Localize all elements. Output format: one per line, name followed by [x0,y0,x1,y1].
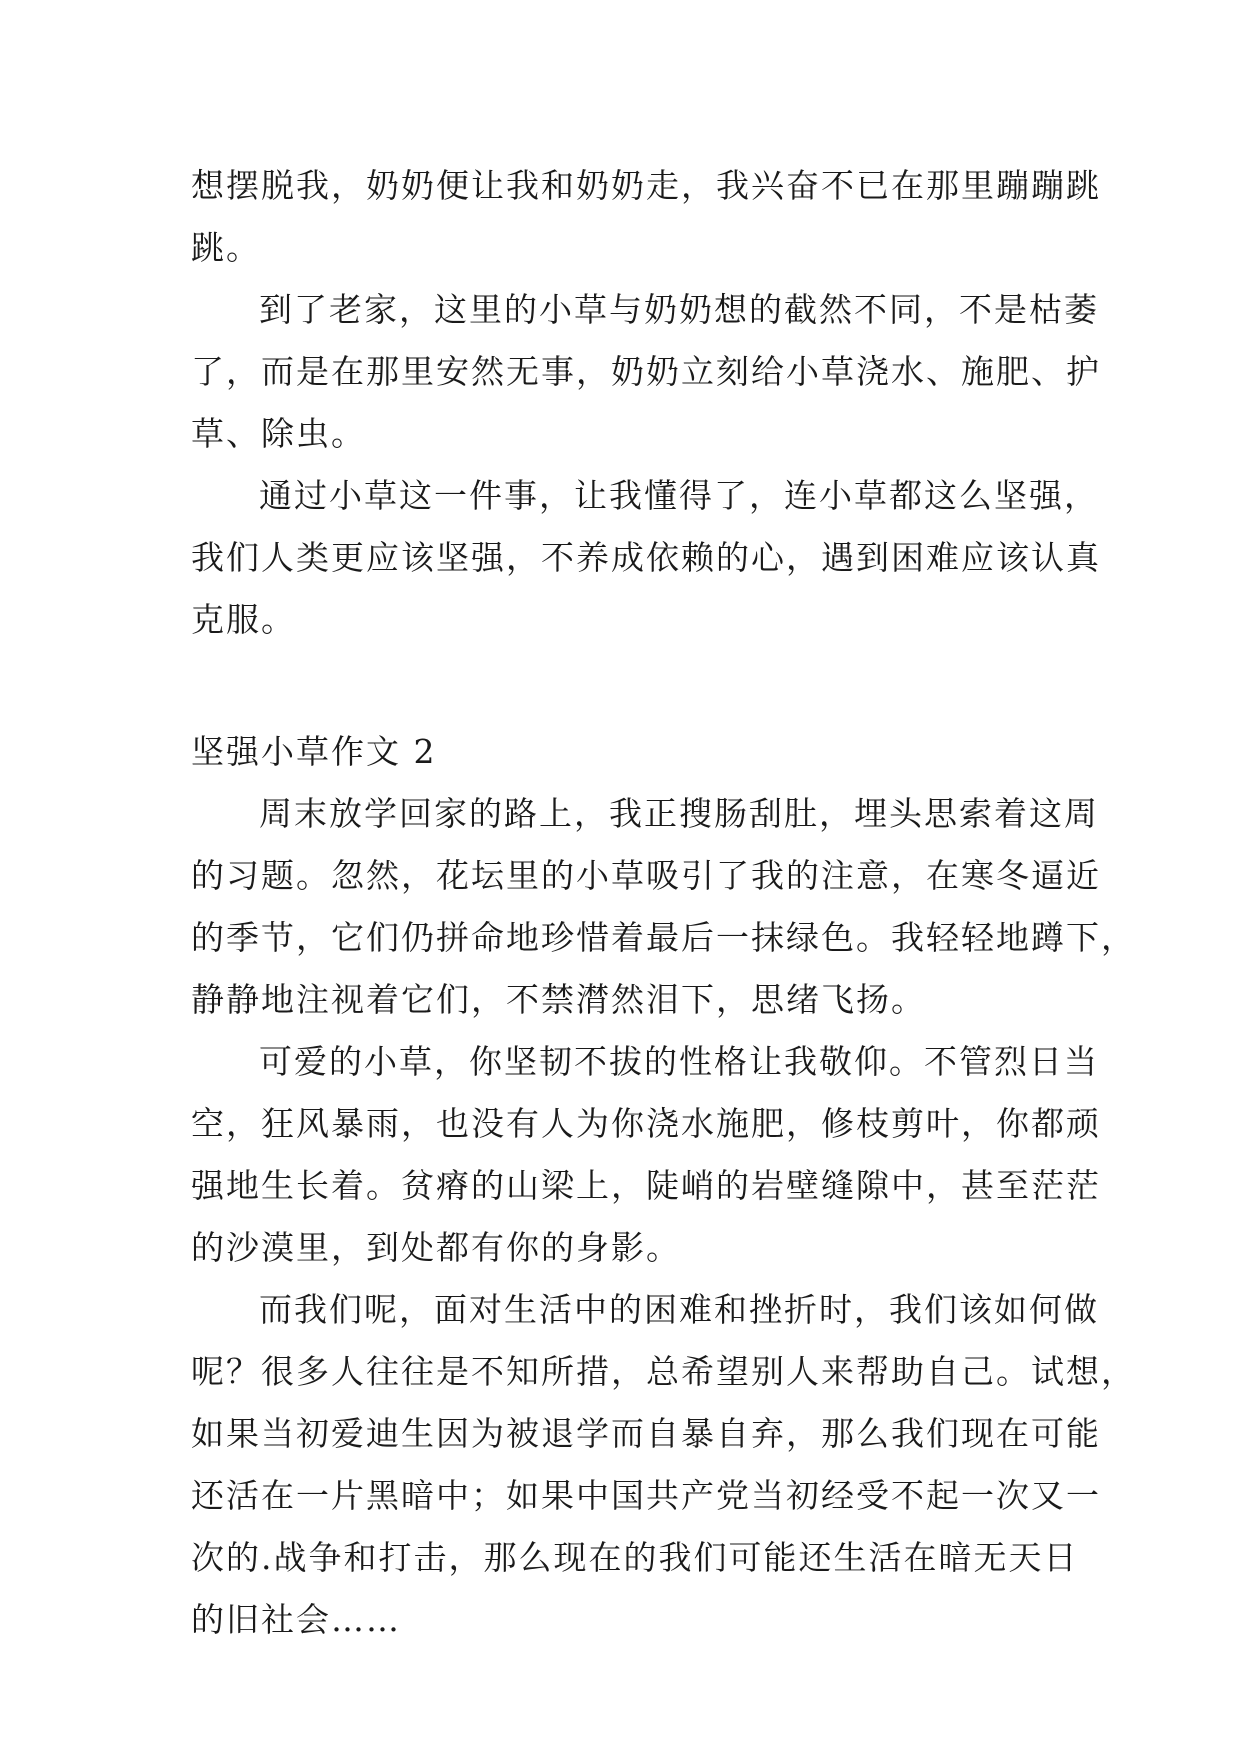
text-line: 强地生长着。贫瘠的山梁上，陡峭的岩壁缝隙中，甚至茫茫 [191,1166,1101,1205]
text-line: 可爱的小草，你坚韧不拔的性格让我敬仰。不管烈日当 [259,1042,1099,1081]
text-line: 草、除虫。 [191,414,366,453]
text-line: 静静地注视着它们，不禁潸然泪下，思绪飞扬。 [191,980,926,1019]
text-line: 通过小草这一件事，让我懂得了，连小草都这么坚强， [259,476,1099,515]
text-line: 空，狂风暴雨，也没有人为你浇水施肥，修枝剪叶，你都顽 [191,1104,1101,1143]
text-line: 到了老家，这里的小草与奶奶想的截然不同，不是枯萎 [259,290,1099,329]
text-line: 的季节，它们仍拼命地珍惜着最后一抹绿色。我轻轻地蹲下， [191,918,1136,957]
essay-title: 坚强小草作文 2 [191,732,437,771]
section-gap [191,651,1061,721]
paragraph-1 [191,155,1101,279]
text-line: 克服。 [191,600,296,639]
paragraph-4 [191,783,1136,1031]
text-line: 的习题。忽然，花坛里的小草吸引了我的注意，在寒冬逼近 [191,856,1101,895]
paragraph-3 [191,465,1101,651]
text-line: 周末放学回家的路上，我正搜肠刮肚，埋头思索着这周 [259,794,1099,833]
text-line: 而我们呢，面对生活中的困难和挫折时，我们该如何做 [259,1290,1099,1329]
text-line: 呢？很多人往往是不知所措，总希望别人来帮助自己。试想， [191,1352,1136,1391]
document-page [191,155,1136,1651]
text-line: 的旧社会…… [191,1600,401,1639]
text-line: 跳。 [191,228,261,267]
paragraph-2 [191,279,1101,465]
paragraph-5 [191,1031,1101,1279]
text-line: 的沙漠里，到处都有你的身影。 [191,1228,681,1267]
text-line: 如果当初爱迪生因为被退学而自暴自弃，那么我们现在可能 [191,1414,1101,1453]
paragraph-6 [191,1279,1136,1651]
text-line: 我们人类更应该坚强，不养成依赖的心，遇到困难应该认真 [191,538,1101,577]
text-line: 了，而是在那里安然无事，奶奶立刻给小草浇水、施肥、护 [191,352,1101,391]
text-line: 想摆脱我，奶奶便让我和奶奶走，我兴奋不已在那里蹦蹦跳 [191,166,1101,205]
text-line: 次的.战争和打击，那么现在的我们可能还生活在暗无天日 [191,1538,1079,1577]
text-line: 还活在一片黑暗中；如果中国共产党当初经受不起一次又一 [191,1476,1101,1515]
